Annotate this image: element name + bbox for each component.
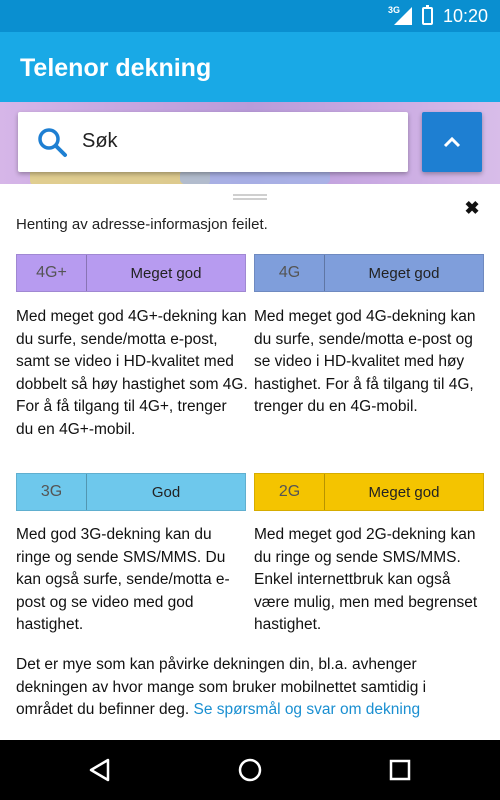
quality-label: Meget god — [368, 483, 440, 501]
quality-label: Meget god — [368, 264, 440, 282]
coverage-badge-3g — [16, 473, 246, 511]
search-icon — [36, 126, 68, 158]
network-type: 3G — [387, 5, 400, 15]
coverage-description-2g: Med meget god 2G-dekning kan du ringe og sende SMS/MMS. Enkel internettbruk kan også være mulig, men med begrenset hastighet. — [254, 526, 478, 633]
status-bar — [0, 0, 500, 32]
collapse-button[interactable] — [422, 112, 482, 172]
footer-info — [16, 654, 486, 722]
search-input[interactable]: Søk — [82, 130, 118, 152]
status-time: 10:20 — [442, 5, 488, 26]
coverage-badge-4gplus — [16, 254, 246, 292]
quality-label: Meget god — [130, 264, 202, 282]
app-title: Telenor dekning — [20, 54, 212, 82]
navigation-bar — [0, 740, 500, 800]
coverage-description-3g: Med god 3G-dekning kan du ringe og sende SMS/MMS. Du kan også surfe, sende/motta e-post og se video med god hastighet. — [16, 526, 230, 633]
search-bar[interactable] — [18, 112, 408, 172]
app-bar — [0, 32, 500, 102]
coverage-description-4gplus: Med meget god 4G+-dekning kan du surfe, sende/motta e-post, samt se video i HD-kvalitet med dobbelt så høy hastighet som 4G. For å få tilgang til 4G+, trenger du en 4G+-mobil. — [16, 308, 248, 438]
generation-label: 2G — [255, 474, 325, 510]
home-icon[interactable] — [234, 754, 266, 786]
generation-label: 4G+ — [17, 255, 87, 291]
chevron-up-icon — [442, 132, 462, 152]
signal-icon — [387, 5, 412, 25]
close-icon[interactable]: ✖ — [464, 198, 480, 218]
coverage-badge-2g — [254, 473, 484, 511]
recents-icon[interactable] — [384, 754, 416, 786]
error-message: Henting av adresse-informasjon feilet. — [16, 216, 268, 233]
coverage-sheet — [0, 184, 500, 740]
generation-label: 3G — [17, 474, 87, 510]
back-icon[interactable] — [84, 754, 116, 786]
coverage-description-4g: Med meget god 4G-dekning kan du surfe, sende/motta e-post og se video i HD-kvalitet med høy hastighet. For å få tilgang til 4G, trenger du en 4G-mobil. — [254, 308, 476, 415]
faq-link[interactable]: Se spørsmål og svar om dekning — [193, 701, 421, 718]
coverage-badge-4g — [254, 254, 484, 292]
battery-icon — [422, 7, 433, 25]
generation-label: 4G — [255, 255, 325, 291]
quality-label: God — [151, 483, 181, 501]
drag-handle[interactable] — [233, 194, 267, 202]
footer-text: Det er mye som kan påvirke dekningen din, bl.a. avhenger dekningen av hvor mange som bruker mobilnettet samtidig i området du befinner deg. — [16, 656, 427, 718]
